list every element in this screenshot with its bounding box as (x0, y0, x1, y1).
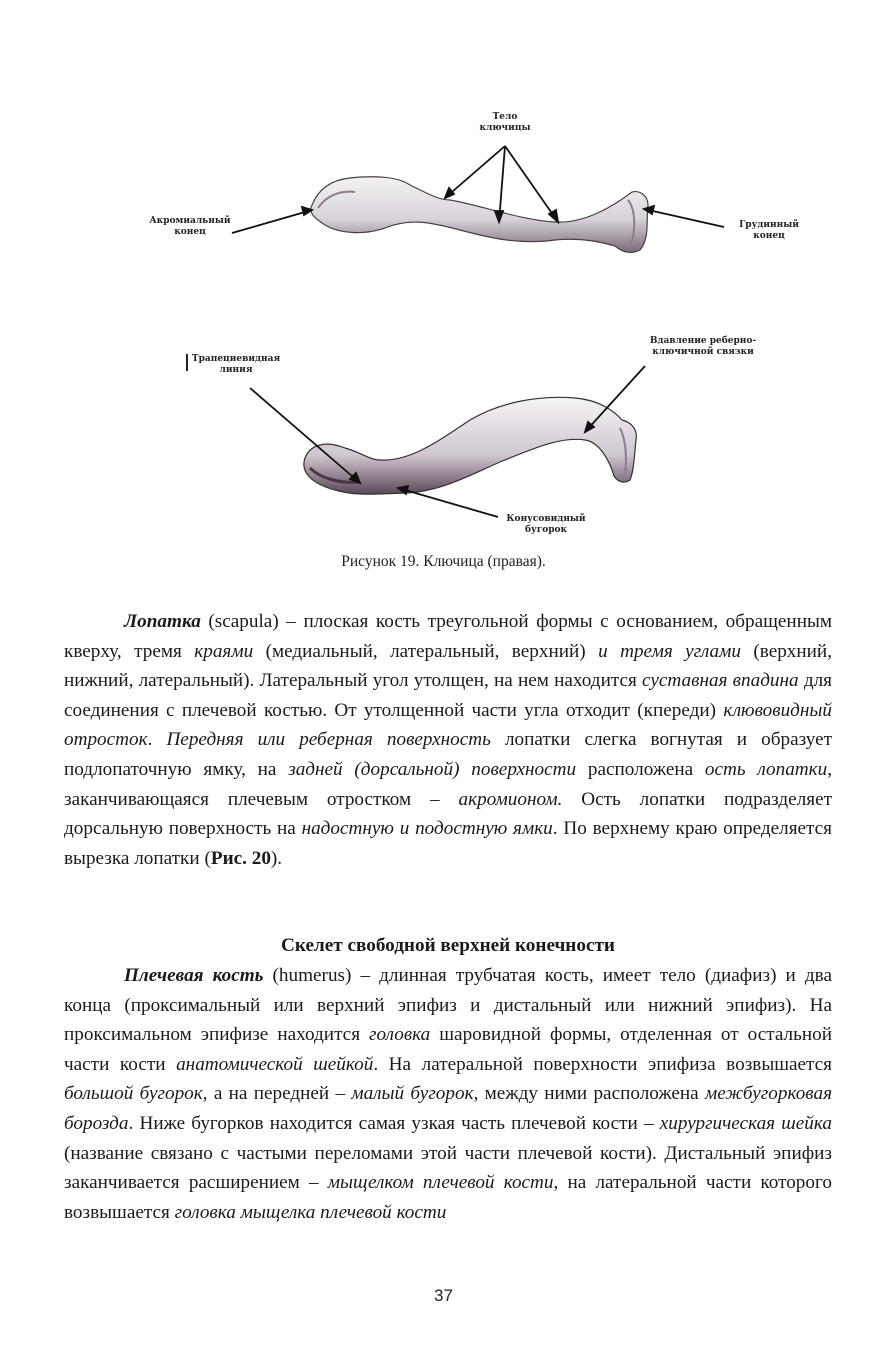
figure-caption: Рисунок 19. Ключица (правая). (341, 553, 546, 570)
p1-run: лопатки слегка вогнутая и образует подлопаточную ямку, на (64, 729, 833, 780)
p2-run: Плечевая кость (124, 965, 264, 986)
clavicle-illustration (0, 0, 887, 560)
p2-run: головка (369, 1024, 431, 1046)
p2-run: . Ниже бугорков находится самая узкая часть плечевой кости – (128, 1112, 660, 1134)
p2-run: мыщелком плечевой кости (327, 1172, 554, 1194)
p2-run: . На латеральной поверхности эпифиза возвышается (373, 1053, 832, 1075)
p1-run: расположена (576, 758, 705, 780)
p1-run: и тремя углами (598, 640, 741, 662)
paragraph-humerus (64, 961, 832, 1227)
p2-run: анатомической шейкой (176, 1053, 374, 1075)
p1-run: Ость лопатки подразделяет дорсальную поверхность на (64, 788, 832, 840)
label-clavicle-body: Тело ключицы (479, 112, 531, 133)
p2-run: головка мыщелка плечевой кости (174, 1201, 447, 1223)
p2-run: малый бугорок (351, 1083, 474, 1105)
p1-run: акромионом. (458, 788, 563, 810)
p2-run: большой бугорок (64, 1083, 203, 1105)
p2-run: шаровидной формы, отделенная от остальной части кости (64, 1024, 832, 1075)
p1-run: краями (194, 640, 254, 662)
p1-run: ). (270, 847, 283, 869)
p1-run: Передняя или реберная поверхность (166, 729, 491, 751)
p1-run: . По верхнему краю определяется вырезка лопатки ( (64, 818, 832, 869)
p1-run: Лопатка (124, 611, 201, 632)
p1-run: , заканчивающаяся плечевым отростком – (64, 758, 833, 810)
p2-run: хирургическая шейка (659, 1112, 832, 1134)
p2-run: (humerus) – длинная трубчатая кость, имеет тело (диафиз) и два конца (проксимальный или верхний эпифиз и дистальный или нижний эпифиз). На проксимальном эпифизе находится (64, 965, 832, 1046)
p1-run: клювовидный отросток (64, 699, 832, 751)
p1-run: . (147, 729, 167, 751)
p1-run: задней (дорсальной) поверхности (288, 758, 577, 780)
p1-run: (scapula) – плоская кость треугольной формы с основанием, обращенным кверху, тремя (64, 611, 832, 662)
p1-run: Рис. 20 (210, 847, 271, 869)
section-heading: Скелет свободной верхней конечности (281, 935, 615, 956)
p1-run: суставная впадина (642, 670, 799, 692)
p1-run: ость лопатки (704, 758, 828, 780)
label-sternal-end: Грудинный конец (739, 220, 799, 241)
label-costoclavicular-impression: Вдавление реберно-ключичной связки (649, 336, 757, 357)
p1-run: для соединения с плечевой костью. От утолщенной части угла отходит (кпереди) (64, 670, 832, 721)
clavicle-figure (0, 0, 887, 560)
p2-run: межбугорковая борозда (64, 1083, 832, 1134)
p1-run: надостную и подостную ямки (301, 818, 553, 840)
label-conoid-tubercle: Конусовидный бугорок (506, 514, 586, 535)
label-acromial-end: Акромиальный конец (149, 216, 231, 237)
p2-run: , а на передней – (202, 1083, 352, 1105)
label-trapezoid-line: Трапециевидная линия (191, 354, 281, 375)
p1-run: (медиальный, латеральный, верхний) (253, 640, 599, 662)
paragraph-scapula (64, 607, 832, 873)
p2-run: , на латеральной части которого возвышается (64, 1172, 832, 1223)
p2-run: (название связано с частыми переломами этой части плечевой кости). Дистальный эпифиз заканчивается расширением – (64, 1142, 832, 1194)
p1-run: (верхний, нижний, латеральный). Латеральный угол утолщен, на нем находится (64, 640, 832, 692)
page-number: 37 (434, 1286, 453, 1305)
p2-run: , между ними расположена (473, 1083, 705, 1105)
clavicle-top-view (311, 177, 648, 253)
